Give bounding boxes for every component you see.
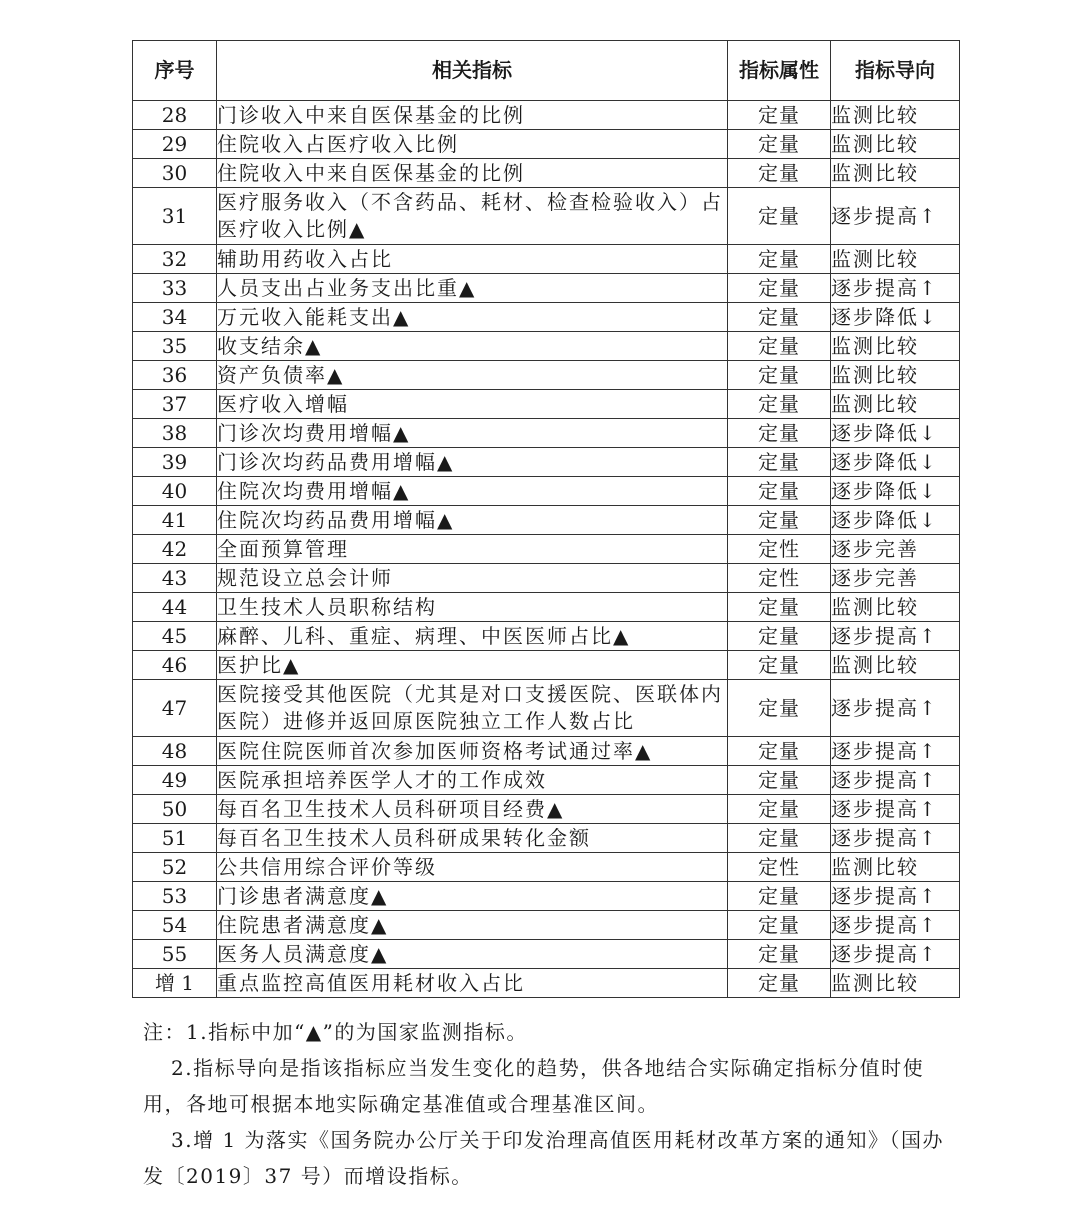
cell-name: 住院患者满意度▲ (217, 911, 728, 940)
cell-attr: 定量 (728, 390, 831, 419)
cell-num: 53 (133, 882, 217, 911)
table-row (133, 680, 960, 737)
cell-name: 收支结余▲ (217, 332, 728, 361)
cell-name: 门诊患者满意度▲ (217, 882, 728, 911)
cell-attr: 定量 (728, 477, 831, 506)
cell-dir: 逐步提高↑ (831, 622, 960, 651)
cell-dir: 监测比较 (831, 390, 960, 419)
cell-dir: 逐步提高↑ (831, 882, 960, 911)
cell-dir: 逐步提高↑ (831, 824, 960, 853)
cell-attr: 定量 (728, 651, 831, 680)
cell-name: 医护比▲ (217, 651, 728, 680)
cell-attr: 定量 (728, 332, 831, 361)
cell-dir: 逐步提高↑ (831, 940, 960, 969)
cell-dir: 逐步降低↓ (831, 303, 960, 332)
table-row (133, 188, 960, 245)
cell-num: 41 (133, 506, 217, 535)
cell-name: 住院收入中来自医保基金的比例 (217, 159, 728, 188)
cell-attr: 定量 (728, 940, 831, 969)
cell-name: 医院承担培养医学人才的工作成效 (217, 766, 728, 795)
cell-dir: 逐步提高↑ (831, 274, 960, 303)
cell-num: 39 (133, 448, 217, 477)
cell-dir: 监测比较 (831, 651, 960, 680)
table-row (133, 390, 960, 419)
table-header-row (133, 41, 960, 101)
cell-name: 住院次均药品费用增幅▲ (217, 506, 728, 535)
cell-attr: 定量 (728, 245, 831, 274)
notes-section (143, 1014, 949, 1194)
table-row (133, 737, 960, 766)
cell-dir: 监测比较 (831, 130, 960, 159)
cell-num: 29 (133, 130, 217, 159)
cell-name: 每百名卫生技术人员科研项目经费▲ (217, 795, 728, 824)
cell-num: 37 (133, 390, 217, 419)
cell-num: 增 1 (133, 969, 217, 998)
cell-num: 34 (133, 303, 217, 332)
cell-name: 医务人员满意度▲ (217, 940, 728, 969)
cell-dir: 逐步降低↓ (831, 477, 960, 506)
cell-name: 每百名卫生技术人员科研成果转化金额 (217, 824, 728, 853)
header-name: 相关指标 (217, 41, 728, 101)
cell-dir: 逐步降低↓ (831, 448, 960, 477)
cell-name: 住院收入占医疗收入比例 (217, 130, 728, 159)
table-row (133, 969, 960, 998)
cell-dir: 逐步提高↑ (831, 795, 960, 824)
table-row (133, 651, 960, 680)
cell-num: 30 (133, 159, 217, 188)
cell-name: 全面预算管理 (217, 535, 728, 564)
cell-name: 辅助用药收入占比 (217, 245, 728, 274)
cell-dir: 监测比较 (831, 853, 960, 882)
cell-attr: 定量 (728, 680, 831, 737)
cell-name: 医院住院医师首次参加医师资格考试通过率▲ (217, 737, 728, 766)
table-row (133, 159, 960, 188)
note-3: 3.增 1 为落实《国务院办公厅关于印发治理高值医用耗材改革方案的通知》（国办发〔2019〕37 号）而增设指标。 (143, 1128, 945, 1188)
cell-name: 资产负债率▲ (217, 361, 728, 390)
cell-attr: 定量 (728, 824, 831, 853)
table-row (133, 332, 960, 361)
cell-num: 36 (133, 361, 217, 390)
cell-dir: 监测比较 (831, 245, 960, 274)
cell-num: 51 (133, 824, 217, 853)
table-row (133, 419, 960, 448)
cell-num: 45 (133, 622, 217, 651)
cell-num: 33 (133, 274, 217, 303)
table-row (133, 303, 960, 332)
cell-num: 55 (133, 940, 217, 969)
cell-dir: 监测比较 (831, 969, 960, 998)
header-attr: 指标属性 (728, 41, 831, 101)
cell-attr: 定性 (728, 564, 831, 593)
cell-name: 人员支出占业务支出比重▲ (217, 274, 728, 303)
table-row (133, 911, 960, 940)
cell-attr: 定量 (728, 766, 831, 795)
cell-name: 规范设立总会计师 (217, 564, 728, 593)
cell-num: 40 (133, 477, 217, 506)
cell-attr: 定量 (728, 303, 831, 332)
cell-name: 医疗收入增幅 (217, 390, 728, 419)
table-row (133, 622, 960, 651)
cell-num: 32 (133, 245, 217, 274)
table-row (133, 535, 960, 564)
cell-num: 44 (133, 593, 217, 622)
cell-num: 35 (133, 332, 217, 361)
indicator-table (132, 40, 960, 998)
cell-name: 门诊次均药品费用增幅▲ (217, 448, 728, 477)
cell-dir: 监测比较 (831, 101, 960, 130)
cell-name: 门诊次均费用增幅▲ (217, 419, 728, 448)
cell-name: 麻醉、儿科、重症、病理、中医医师占比▲ (217, 622, 728, 651)
table-row (133, 882, 960, 911)
cell-name: 公共信用综合评价等级 (217, 853, 728, 882)
cell-name: 医院接受其他医院（尤其是对口支援医院、医联体内医院）进修并返回原医院独立工作人数占比 (217, 680, 728, 737)
table-row (133, 506, 960, 535)
cell-attr: 定量 (728, 419, 831, 448)
cell-dir: 监测比较 (831, 593, 960, 622)
cell-num: 47 (133, 680, 217, 737)
cell-attr: 定量 (728, 506, 831, 535)
table-row (133, 477, 960, 506)
cell-dir: 逐步提高↑ (831, 911, 960, 940)
cell-attr: 定量 (728, 188, 831, 245)
cell-num: 54 (133, 911, 217, 940)
cell-dir: 逐步完善 (831, 535, 960, 564)
cell-attr: 定量 (728, 593, 831, 622)
table-row (133, 940, 960, 969)
cell-dir: 逐步提高↑ (831, 766, 960, 795)
cell-dir: 监测比较 (831, 332, 960, 361)
header-num: 序号 (133, 41, 217, 101)
table-row (133, 101, 960, 130)
cell-num: 48 (133, 737, 217, 766)
cell-attr: 定量 (728, 274, 831, 303)
cell-dir: 逐步提高↑ (831, 737, 960, 766)
note-1: 注：1.指标中加“▲”的为国家监测指标。 (143, 1020, 528, 1044)
header-dir: 指标导向 (831, 41, 960, 101)
cell-dir: 逐步降低↓ (831, 506, 960, 535)
cell-num: 42 (133, 535, 217, 564)
table-row (133, 448, 960, 477)
table-row (133, 766, 960, 795)
cell-num: 38 (133, 419, 217, 448)
cell-name: 卫生技术人员职称结构 (217, 593, 728, 622)
cell-num: 52 (133, 853, 217, 882)
cell-attr: 定量 (728, 130, 831, 159)
table-row (133, 274, 960, 303)
table-row (133, 853, 960, 882)
cell-name: 门诊收入中来自医保基金的比例 (217, 101, 728, 130)
cell-attr: 定量 (728, 448, 831, 477)
cell-num: 50 (133, 795, 217, 824)
cell-attr: 定量 (728, 911, 831, 940)
table-row (133, 130, 960, 159)
cell-attr: 定性 (728, 535, 831, 564)
cell-dir: 逐步降低↓ (831, 419, 960, 448)
cell-attr: 定量 (728, 101, 831, 130)
table-row (133, 824, 960, 853)
cell-num: 31 (133, 188, 217, 245)
cell-attr: 定量 (728, 737, 831, 766)
cell-name: 住院次均费用增幅▲ (217, 477, 728, 506)
cell-num: 46 (133, 651, 217, 680)
cell-attr: 定量 (728, 882, 831, 911)
cell-num: 49 (133, 766, 217, 795)
cell-attr: 定量 (728, 159, 831, 188)
table-body (133, 101, 960, 998)
cell-num: 28 (133, 101, 217, 130)
cell-name: 万元收入能耗支出▲ (217, 303, 728, 332)
cell-num: 43 (133, 564, 217, 593)
table-row (133, 245, 960, 274)
cell-dir: 逐步提高↑ (831, 188, 960, 245)
table-row (133, 361, 960, 390)
cell-attr: 定性 (728, 853, 831, 882)
cell-dir: 逐步完善 (831, 564, 960, 593)
cell-attr: 定量 (728, 969, 831, 998)
cell-dir: 监测比较 (831, 361, 960, 390)
cell-attr: 定量 (728, 361, 831, 390)
cell-name: 重点监控高值医用耗材收入占比 (217, 969, 728, 998)
cell-attr: 定量 (728, 795, 831, 824)
cell-attr: 定量 (728, 622, 831, 651)
cell-dir: 监测比较 (831, 159, 960, 188)
table-row (133, 593, 960, 622)
table-row (133, 795, 960, 824)
cell-dir: 逐步提高↑ (831, 680, 960, 737)
table-row (133, 564, 960, 593)
cell-name: 医疗服务收入（不含药品、耗材、检查检验收入）占医疗收入比例▲ (217, 188, 728, 245)
note-2: 2.指标导向是指该指标应当发生变化的趋势，供各地结合实际确定指标分值时使用，各地可根据本地实际确定基准值或合理基准区间。 (143, 1056, 925, 1116)
